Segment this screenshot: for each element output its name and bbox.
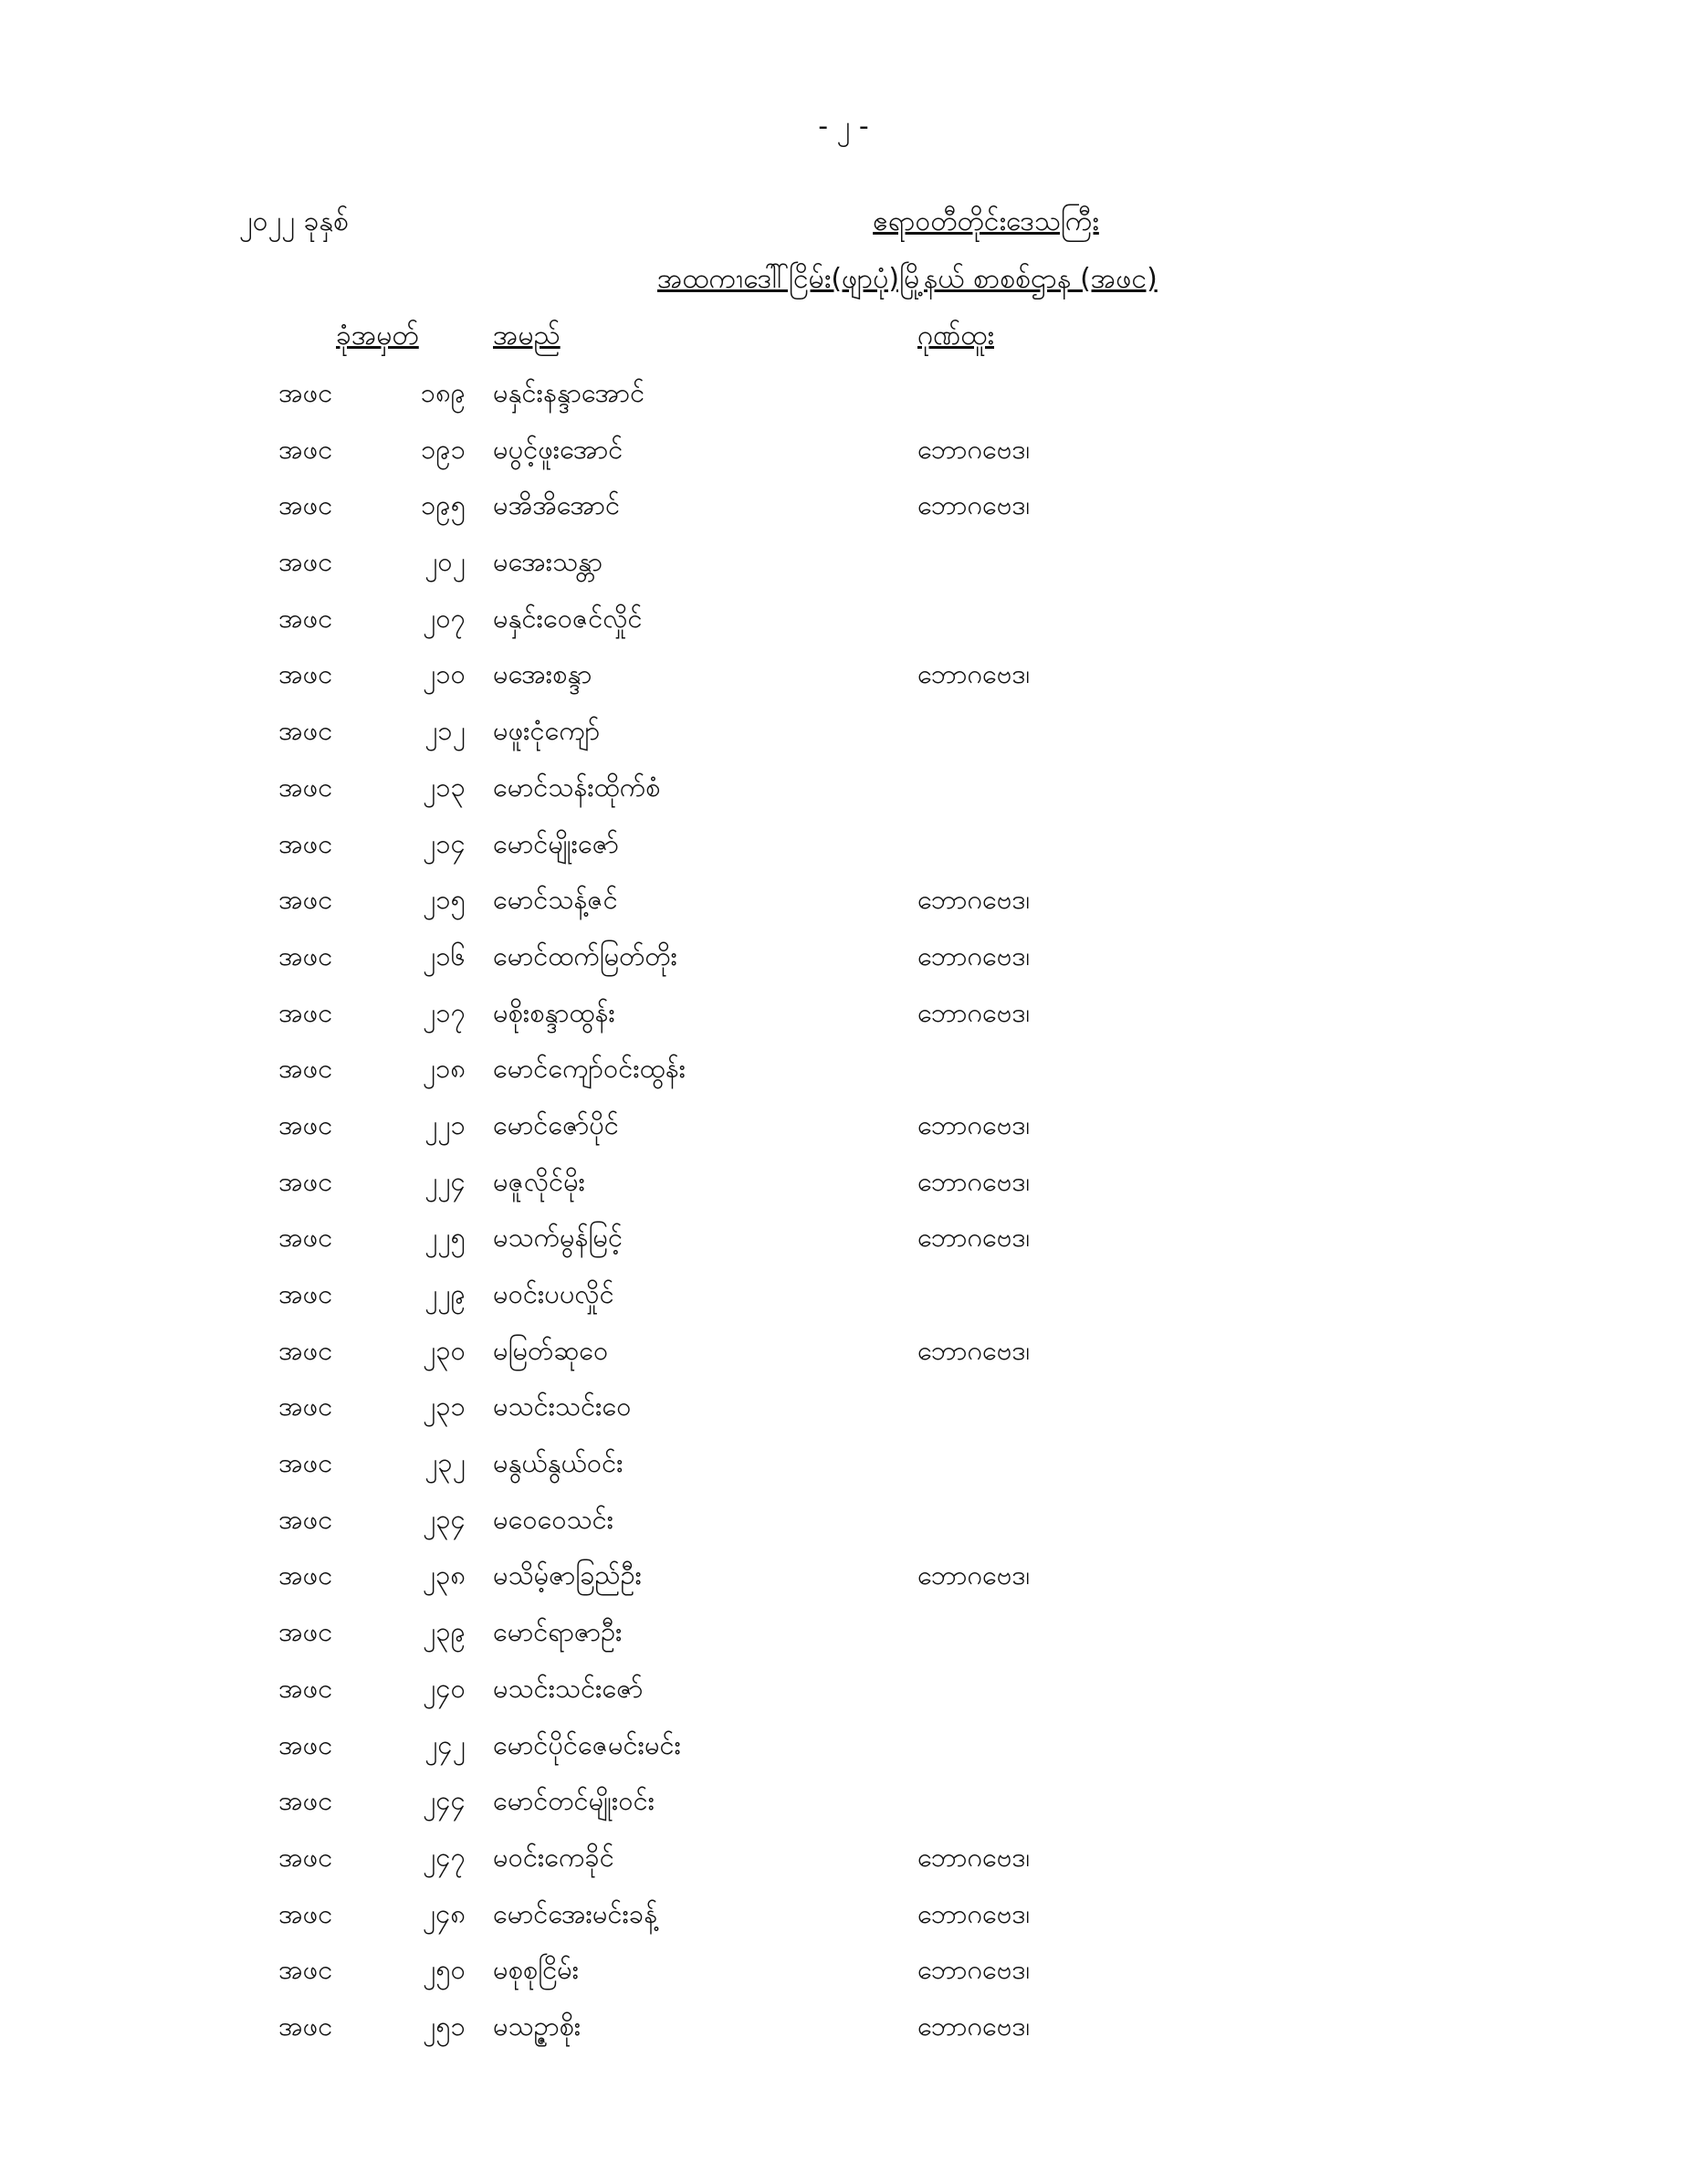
roll-number: ၂၁၆ xyxy=(423,940,466,971)
list-item xyxy=(0,991,1687,1047)
student-name: မအေးသန္တာ xyxy=(493,546,603,578)
list-item xyxy=(0,1215,1687,1272)
list-item xyxy=(0,709,1687,765)
roll-number: ၂၂၄ xyxy=(424,1165,466,1197)
list-item xyxy=(0,596,1687,653)
list-item xyxy=(0,1441,1687,1497)
list-item xyxy=(0,934,1687,991)
roll-number: ၂၁၃ xyxy=(423,771,466,803)
roll-prefix: အဖင xyxy=(278,602,333,634)
roll-number: ၂၄၂ xyxy=(424,1728,466,1760)
list-item xyxy=(0,1160,1687,1216)
student-name: မသက်မွန်မြင့် xyxy=(493,1222,623,1254)
student-name: မဝင်းကေခိုင် xyxy=(493,1841,614,1873)
list-item xyxy=(0,1835,1687,1892)
roll-number: ၂၃၉ xyxy=(423,1616,466,1648)
student-name: မသဉ္ဇာစိုး xyxy=(493,2010,582,2042)
distinction: ဘောဂဗေဒ၊ xyxy=(917,940,1031,971)
roll-number: ၂၃၂ xyxy=(424,1447,466,1479)
results-list xyxy=(0,371,1687,2061)
list-item xyxy=(0,371,1687,427)
roll-prefix: အဖင xyxy=(278,1954,333,1986)
header-name: အမည် xyxy=(493,320,561,352)
distinction: ဘောဂဗေဒ၊ xyxy=(917,1165,1031,1197)
roll-prefix: အဖင xyxy=(278,1841,333,1873)
roll-prefix: အဖင xyxy=(278,377,333,408)
roll-number: ၂၃၁ xyxy=(423,1391,466,1423)
roll-number: ၂၀၂ xyxy=(424,546,466,578)
student-name: မစိုးစန္ဒာထွန်း xyxy=(493,996,615,1028)
roll-number: ၂၄၈ xyxy=(422,1897,466,1929)
roll-prefix: အဖင xyxy=(278,884,333,916)
roll-number: ၂၅၁ xyxy=(423,2010,466,2042)
roll-number: ၁၉၅ xyxy=(421,489,466,521)
list-item xyxy=(0,877,1687,934)
roll-prefix: အဖင xyxy=(278,1728,333,1760)
roll-number: ၂၁၄ xyxy=(423,827,466,859)
distinction: ဘောဂဗေဒ၊ xyxy=(917,1897,1031,1929)
roll-prefix: အဖင xyxy=(278,1503,333,1535)
roll-prefix: အဖင xyxy=(278,1222,333,1254)
roll-prefix: အဖင xyxy=(278,1616,333,1648)
roll-prefix: အဖင xyxy=(278,1334,333,1366)
exam-year: ၂၀၂၂ ခုနှစ် xyxy=(239,205,349,237)
student-name: မောင်ထက်မြတ်တိုး xyxy=(493,940,678,971)
region-title: ဧရာဝတီတိုင်းဒေသကြီး xyxy=(873,205,1099,237)
list-item xyxy=(0,1384,1687,1441)
roll-prefix: အဖင xyxy=(278,1672,333,1704)
student-name: မဝင်းပပလှိုင် xyxy=(493,1278,614,1309)
list-item xyxy=(0,427,1687,484)
roll-prefix: အဖင xyxy=(278,1447,333,1479)
roll-number: ၂၄၇ xyxy=(423,1841,466,1873)
student-name: မမြတ်ဆုဝေ xyxy=(493,1334,609,1366)
distinction: ဘောဂဗေဒ၊ xyxy=(917,2010,1031,2042)
list-item xyxy=(0,822,1687,878)
list-item xyxy=(0,1723,1687,1780)
distinction: ဘောဂဗေဒ၊ xyxy=(917,1222,1031,1254)
list-item xyxy=(0,765,1687,822)
student-name: မဇူလိုင်မိုး xyxy=(493,1165,586,1197)
student-name: မောင်ရာဇာဦး xyxy=(493,1616,623,1648)
student-name: မဖူးငုံကျော် xyxy=(493,715,601,747)
student-name: မနှင်းနန္ဒာအောင် xyxy=(493,377,645,408)
roll-number: ၂၂၁ xyxy=(424,1108,466,1140)
distinction: ဘောဂဗေဒ၊ xyxy=(917,1559,1031,1591)
student-name: မောင်ကျော်ဝင်းထွန်း xyxy=(493,1053,686,1085)
list-item xyxy=(0,1892,1687,1948)
roll-prefix: အဖင xyxy=(278,1391,333,1423)
student-name: မစုစုငြိမ်း xyxy=(493,1954,580,1986)
list-item xyxy=(0,652,1687,709)
distinction: ဘောဂဗေဒ၊ xyxy=(917,1334,1031,1366)
roll-number: ၂၂၉ xyxy=(424,1278,466,1309)
roll-number: ၂၃၄ xyxy=(423,1503,466,1535)
roll-number: ၂၁၈ xyxy=(422,1053,466,1085)
list-item xyxy=(0,483,1687,540)
distinction: ဘောဂဗေဒ၊ xyxy=(917,884,1031,916)
distinction: ဘောဂဗေဒ၊ xyxy=(917,1954,1031,1986)
distinction: ဘောဂဗေဒ၊ xyxy=(917,996,1031,1028)
list-item xyxy=(0,1497,1687,1554)
roll-number: ၂၀၇ xyxy=(423,602,466,634)
roll-prefix: အဖင xyxy=(278,433,333,465)
distinction: ဘောဂဗေဒ၊ xyxy=(917,433,1031,465)
roll-prefix: အဖင xyxy=(278,658,333,690)
roll-prefix: အဖင xyxy=(278,771,333,803)
roll-prefix: အဖင xyxy=(278,1278,333,1309)
roll-number: ၂၃၀ xyxy=(423,1334,466,1366)
list-item xyxy=(0,1103,1687,1160)
distinction: ဘောဂဗေဒ၊ xyxy=(917,489,1031,521)
list-item xyxy=(0,1328,1687,1385)
roll-number: ၁၉၁ xyxy=(421,433,466,465)
student-name: မနွယ်နွယ်ဝင်း xyxy=(493,1447,623,1479)
roll-prefix: အဖင xyxy=(278,827,333,859)
student-name: မအေးစန္ဒာ xyxy=(493,658,592,690)
list-item xyxy=(0,1779,1687,1835)
roll-prefix: အဖင xyxy=(278,1165,333,1197)
student-name: မဝေဝေသင်း xyxy=(493,1503,614,1535)
distinction: ဘောဂဗေဒ၊ xyxy=(917,1108,1031,1140)
header-distinction: ဂုဏ်ထူး xyxy=(917,320,994,352)
roll-prefix: အဖင xyxy=(278,1108,333,1140)
student-name: မောင်သန်းထိုက်စံ xyxy=(493,771,661,803)
page-number: - ၂ - xyxy=(818,110,869,142)
student-name: မောင်အေးမင်းခန့် xyxy=(493,1897,658,1929)
list-item xyxy=(0,540,1687,596)
student-name: မအိအိအောင် xyxy=(493,489,621,521)
distinction: ဘောဂဗေဒ၊ xyxy=(917,658,1031,690)
roll-prefix: အဖင xyxy=(278,2010,333,2042)
header-roll-number: ခုံအမှတ် xyxy=(336,320,419,352)
student-name: မသိမ့်ဇာခြည်ဦး xyxy=(493,1559,643,1591)
student-name: မသင်းသင်းဇော် xyxy=(493,1672,644,1704)
student-name: မနှင်းဝေဇင်လှိုင် xyxy=(493,602,643,634)
roll-number: ၂၃၈ xyxy=(422,1559,466,1591)
list-item xyxy=(0,1948,1687,2004)
roll-number: ၂၁၂ xyxy=(424,715,466,747)
list-item xyxy=(0,1272,1687,1328)
student-name: မောင်ဇော်ပိုင် xyxy=(493,1108,619,1140)
student-name: မောင်သန့်ဇင် xyxy=(493,884,618,916)
roll-prefix: အဖင xyxy=(278,1785,333,1817)
roll-number: ၂၄၀ xyxy=(423,1672,466,1704)
list-item xyxy=(0,2004,1687,2061)
roll-number: ၂၁၅ xyxy=(423,884,466,916)
list-item xyxy=(0,1553,1687,1610)
roll-prefix: အဖင xyxy=(278,715,333,747)
list-item xyxy=(0,1666,1687,1723)
student-name: မသင်းသင်းဝေ xyxy=(493,1391,632,1423)
list-item xyxy=(0,1610,1687,1666)
roll-prefix: အဖင xyxy=(278,489,333,521)
roll-prefix: အဖင xyxy=(278,940,333,971)
roll-number: ၂၁၇ xyxy=(423,996,466,1028)
roll-number: ၁၈၉ xyxy=(420,377,466,408)
distinction: ဘောဂဗေဒ၊ xyxy=(917,1841,1031,1873)
roll-prefix: အဖင xyxy=(278,1053,333,1085)
student-name: မောင်တင်မျိုးဝင်း xyxy=(493,1785,655,1817)
roll-number: ၂၄၄ xyxy=(423,1785,466,1817)
roll-prefix: အဖင xyxy=(278,546,333,578)
roll-number: ၂၂၅ xyxy=(424,1222,466,1254)
list-item xyxy=(0,1046,1687,1103)
column-headers xyxy=(0,317,1687,357)
roll-number: ၂၅၀ xyxy=(423,1954,466,1986)
student-name: မောင်ပိုင်ဇေမင်းမင်း xyxy=(493,1728,681,1760)
roll-prefix: အဖင xyxy=(278,1559,333,1591)
student-name: မပွင့်ဖူးအောင် xyxy=(493,433,623,465)
roll-prefix: အဖင xyxy=(278,996,333,1028)
exam-center-subtitle: အထကၫဒေါါ်ငြိမ်း(ဖျာပုံ)မြို့နယ် စာစစ်ဌာန (အဖင) xyxy=(657,263,1158,295)
roll-prefix: အဖင xyxy=(278,1897,333,1929)
student-name: မောင်မျိုးဇော် xyxy=(493,827,619,859)
roll-number: ၂၁၀ xyxy=(423,658,466,690)
